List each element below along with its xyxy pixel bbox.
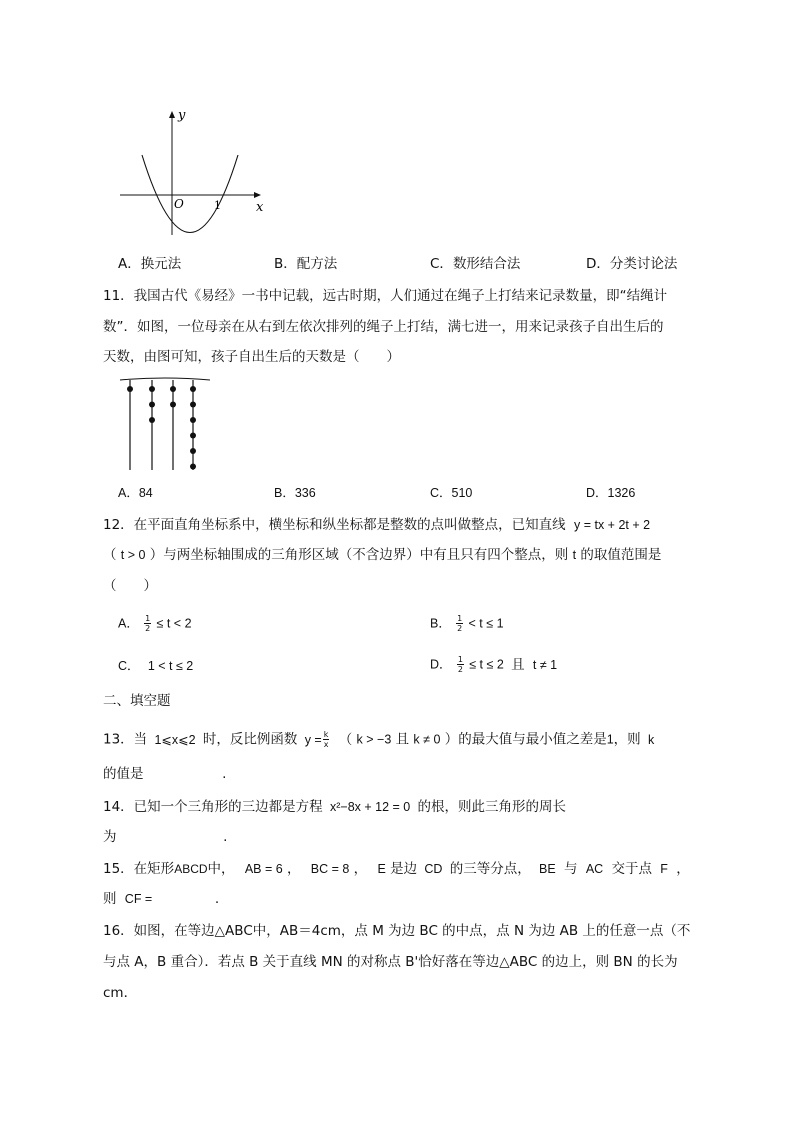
q12-option-b[interactable] (430, 614, 504, 633)
option-text: 84 (138, 486, 153, 500)
q15-text: 与 (564, 861, 578, 877)
parabola-curve (142, 155, 238, 233)
frac-num: 1 (457, 655, 463, 664)
q15-text: 15．在矩形 (103, 861, 175, 877)
q13-number: 1 (606, 732, 614, 747)
fraction-half (457, 655, 464, 674)
option-text: 510 (451, 486, 473, 500)
q11-line1: 11．我国古代《易经》一书中记载，远古时期，人们通过在绳子上打结来记录数量，即“结绳计 (103, 288, 668, 304)
option-text: 数形结合法 (452, 256, 521, 272)
option-letter: C． (430, 256, 453, 272)
q15-line1 (103, 860, 690, 878)
option-letter: C． (430, 486, 452, 500)
q15-text: ， (353, 861, 368, 877)
option-text: 分类讨论法 (609, 256, 678, 272)
condition-k: k ≠ 0 (413, 732, 441, 747)
q15-dot: . (214, 891, 220, 907)
quadratic-equation: x²−8x + 12 = 0 (329, 800, 411, 814)
option-letter: B． (274, 486, 295, 500)
knot (190, 433, 196, 439)
q14-text: 的根，则此三角形的周长 (417, 799, 567, 815)
q11-line3: 天数，由图可知，孩子自出生后的天数是（ ） (103, 349, 400, 365)
q13-text: ，则 (613, 731, 641, 748)
paren: （ (103, 547, 117, 563)
option-letter: B． (430, 616, 451, 631)
rect-name: ABCD (174, 862, 208, 876)
var-t: t (572, 548, 577, 562)
condition-k: k > −3 (356, 732, 392, 747)
q12-line2 (103, 546, 661, 564)
fraction-k-over-x (323, 730, 330, 749)
option-text: < t ≤ 1 (468, 616, 504, 631)
option-letter: B． (274, 256, 297, 272)
q14-line2 (103, 828, 227, 846)
knot (190, 386, 196, 392)
side-bc: BC = 8 (310, 862, 350, 876)
q15-text: 是边 (390, 861, 418, 877)
q10-option-d[interactable] (586, 255, 677, 273)
q12-text: ）与两坐标轴围成的三角形区域（不含边界）中有且只有四个整点，则 (149, 547, 569, 563)
line-equation: y = tx + 2t + 2 (573, 518, 651, 532)
y-axis-label: y (178, 108, 186, 123)
option-letter: A． (118, 616, 139, 631)
q16-line3: cm． (103, 985, 138, 1001)
q13-text: 且 (395, 731, 410, 748)
q13-text: ）的最大值与最小值之差是 (444, 731, 607, 748)
var-k: k (647, 732, 655, 747)
option-text: t ≠ 1 (532, 657, 558, 672)
q15-text: 的三等分点， (449, 861, 531, 877)
frac-num: 1 (145, 614, 151, 623)
q10-option-b[interactable] (274, 255, 337, 273)
q13-text: 时，反比例函数 (202, 731, 298, 748)
q12-option-d[interactable] (430, 655, 557, 674)
frac-den: 2 (145, 624, 151, 633)
q13-line2 (103, 765, 226, 783)
option-letter: A． (118, 486, 139, 500)
point-f: F (660, 862, 668, 876)
q14-text: 为 (103, 829, 117, 845)
q12-line3: （ ） (103, 578, 157, 594)
q14-text: 14．已知一个三角形的三边都是方程 (103, 799, 323, 815)
option-letter: D． (586, 486, 608, 500)
q11-line2: 数”．如图，一位母亲在从右到左依次排列的绳子上打结，满七进一，用来记录孩子自出生后的 (103, 319, 664, 335)
option-letter: D． (586, 256, 610, 272)
option-text: 336 (294, 486, 316, 500)
q12-option-a[interactable] (118, 614, 192, 633)
section-title: 二、填空题 (103, 693, 171, 709)
q12-option-c[interactable] (118, 657, 193, 675)
q11-option-c[interactable] (430, 484, 472, 502)
option-letter: C． (118, 659, 140, 673)
q13-text: 的值是 (103, 766, 144, 782)
q12-text: 的取值范围是 (580, 547, 662, 563)
knot (127, 386, 133, 392)
option-text: 配方法 (296, 256, 338, 272)
condition-t: t > 0 (120, 548, 146, 562)
frac-num: k (323, 730, 329, 739)
segment-cf: CF = (124, 892, 153, 906)
q12-line1 (103, 516, 650, 534)
q10-option-a[interactable] (118, 255, 181, 273)
q14-dot: . (223, 829, 228, 845)
frac-den: 2 (457, 624, 463, 633)
q11-option-a[interactable] (118, 484, 153, 502)
knot (149, 417, 155, 423)
option-text: 1 < t ≤ 2 (147, 659, 194, 673)
origin-label: O (174, 197, 184, 211)
knot (190, 402, 196, 408)
q15-text: ， (676, 861, 690, 877)
function-lhs: y = (304, 732, 322, 747)
side-ab: AB = 6 (244, 862, 283, 876)
knot (190, 417, 196, 423)
q13-text: 13．当 (103, 731, 148, 748)
tick-label-1: 1 (214, 199, 221, 212)
segment-be: BE (539, 862, 556, 876)
x-axis-label: x (256, 200, 264, 215)
option-text: 换元法 (140, 256, 182, 272)
frac-num: 1 (457, 614, 463, 623)
segment-ac: AC (585, 862, 604, 876)
side-cd: CD (424, 862, 443, 876)
q14-line1 (103, 798, 566, 816)
option-text: 1326 (607, 486, 636, 500)
option-text: 且 (511, 656, 525, 673)
q16-line2: 与点 A，B 重合）．若点 B 关于直线 MN 的对称点 B'恰好落在等边△ABC 的边上，则 BN 的长为 (103, 954, 678, 970)
fraction-half (456, 614, 463, 633)
fraction-half (144, 614, 151, 633)
option-letter: A． (118, 256, 141, 272)
knot (149, 402, 155, 408)
knot-rope-figure (115, 372, 215, 472)
q12-text: 12．在平面直角坐标系中，横坐标和纵坐标都是整数的点叫做整点，已知直线 (103, 517, 566, 533)
knot (170, 402, 176, 408)
q15-text: 则 (103, 891, 117, 907)
domain-range: 1⩽x⩽2 (154, 732, 196, 747)
q13-line1 (103, 730, 654, 749)
q15-line2 (103, 890, 219, 908)
q16-line1: 16．如图，在等边△ABC中，AB＝4cm，点 M 为边 BC 的中点，点 N 为边 AB 上的任意一点（不 (103, 923, 691, 939)
option-text: ≤ t < 2 (156, 616, 192, 631)
q15-text: 中， (207, 861, 235, 877)
q15-text: ， (287, 861, 301, 877)
frac-den: 2 (457, 665, 463, 674)
q11-option-b[interactable] (274, 484, 316, 502)
frac-den: x (323, 740, 329, 749)
knot (190, 464, 196, 470)
parabola-graph (110, 100, 280, 250)
knot (149, 386, 155, 392)
rope-bar (120, 378, 210, 380)
paren: （ (338, 731, 353, 748)
q11-option-d[interactable] (586, 484, 635, 502)
knot (170, 386, 176, 392)
q13-dot: . (222, 766, 227, 782)
point-e: E (377, 862, 386, 876)
option-letter: D． (430, 657, 452, 672)
q15-text: 交于点 (611, 861, 652, 877)
knot (190, 448, 196, 454)
q10-option-c[interactable] (430, 255, 520, 273)
option-text: ≤ t ≤ 2 (469, 657, 504, 672)
